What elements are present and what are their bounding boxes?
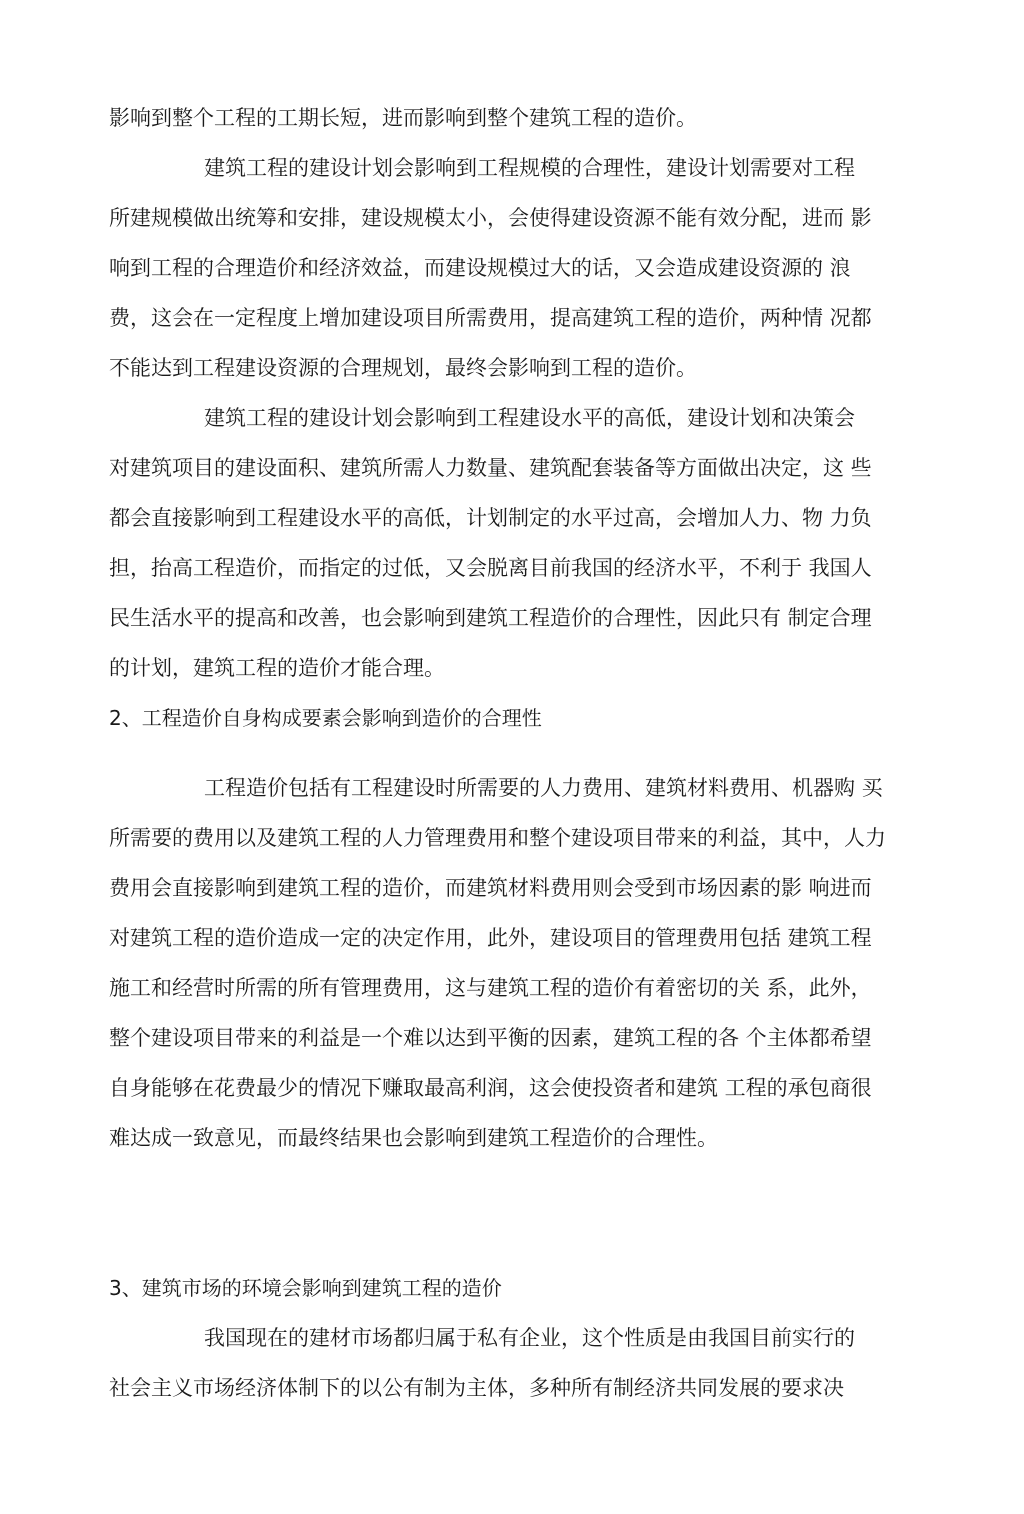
text-line: 施工和经营时所需的所有管理费用，这与建筑工程的造价有着密切的关 系，此外， [109,976,872,1000]
text-line: 所建规模做出统筹和安排，建设规模太小，会使得建设资源不能有效分配，进而 影 [109,206,872,230]
text-line: 费用会直接影响到建筑工程的造价，而建筑材料费用则会受到市场因素的影 响进而 [109,876,872,900]
text-line: 影响到整个工程的工期长短，进而影响到整个建筑工程的造价。 [109,106,697,130]
text-line: 担，抬高工程造价，而指定的过低，又会脱离目前我国的经济水平，不利于 我国人 [109,556,872,580]
text-line: 社会主义市场经济体制下的以公有制为主体，多种所有制经济共同发展的要求决 [109,1376,844,1400]
text-line: 整个建设项目带来的利益是一个难以达到平衡的因素，建筑工程的各 个主体都希望 [109,1026,872,1050]
text-line: 我国现在的建材市场都归属于私有企业，这个性质是由我国目前实行的 [204,1326,855,1350]
text-line: 费，这会在一定程度上增加建设项目所需费用，提高建筑工程的造价，两种情 况都 [109,306,872,330]
text-line: 难达成一致意见，而最终结果也会影响到建筑工程造价的合理性。 [109,1126,718,1150]
text-line: 自身能够在花费最少的情况下赚取最高利润，这会使投资者和建筑 工程的承包商很 [109,1076,872,1100]
text-line: 的计划，建筑工程的造价才能合理。 [109,656,445,680]
section-heading: 3、建筑市场的环境会影响到建筑工程的造价 [109,1276,502,1300]
text-line: 工程造价包括有工程建设时所需要的人力费用、建筑材料费用、机器购 买 [204,776,883,800]
text-line: 所需要的费用以及建筑工程的人力管理费用和整个建设项目带来的利益，其中，人力 [109,826,886,850]
text-line: 对建筑工程的造价造成一定的决定作用，此外，建设项目的管理费用包括 建筑工程 [109,926,872,950]
text-line: 对建筑项目的建设面积、建筑所需人力数量、建筑配套装备等方面做出决定，这 些 [109,456,872,480]
text-line: 民生活水平的提高和改善，也会影响到建筑工程造价的合理性，因此只有 制定合理 [109,606,872,630]
text-line: 不能达到工程建设资源的合理规划，最终会影响到工程的造价。 [109,356,697,380]
text-line: 都会直接影响到工程建设水平的高低，计划制定的水平过高，会增加人力、物 力负 [109,506,872,530]
section-heading: 2、工程造价自身构成要素会影响到造价的合理性 [109,706,542,730]
text-line: 建筑工程的建设计划会影响到工程建设水平的高低，建设计划和决策会 [204,406,855,430]
text-line: 响到工程的合理造价和经济效益，而建设规模过大的话，又会造成建设资源的 浪 [109,256,851,280]
text-line: 建筑工程的建设计划会影响到工程规模的合理性，建设计划需要对工程 [204,156,855,180]
